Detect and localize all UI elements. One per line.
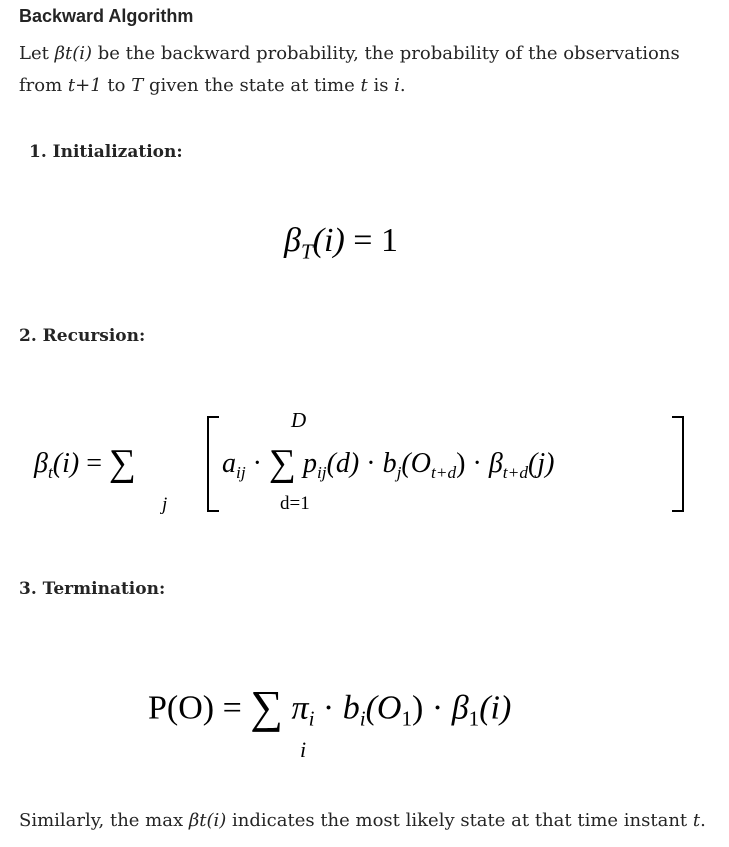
equation-termination <box>148 680 511 733</box>
eq2-beta2-arg: (j) <box>528 447 555 479</box>
eq2-lhs-arg: (i) <box>52 447 80 479</box>
eq2-lhs-beta: β <box>34 447 48 479</box>
eq3-beta-arg: (i) <box>479 689 512 727</box>
left-bracket <box>207 416 219 512</box>
eq3-O-sub: 1 <box>401 706 413 731</box>
eq3-b-arg-open: (O <box>365 689 402 727</box>
closing-t: t <box>692 810 701 831</box>
intro-beta: βt(i) <box>54 43 93 64</box>
eq2-sum-index-j: j <box>162 494 168 515</box>
closing-line <box>19 805 706 837</box>
equation-recursion-body <box>222 441 554 485</box>
eq3-pi-sub: i <box>308 706 315 731</box>
closing-beta: βt(i) <box>188 810 227 831</box>
eq3-lhs: P(O) = <box>148 689 242 727</box>
intro-text-7: . <box>399 75 406 96</box>
eq3-beta: β <box>451 689 469 727</box>
eq2-beta2-sub: t+d <box>502 463 528 483</box>
eq2-a-sub: ij <box>236 463 246 483</box>
eq2-b: b <box>382 447 397 479</box>
eq2-dot-2: · <box>366 447 376 479</box>
intro-text-5: given the state at time <box>143 75 361 96</box>
intro-text-3: from <box>19 75 68 96</box>
eq3-beta-sub: 1 <box>468 706 480 731</box>
eq3-pi: π <box>291 689 309 727</box>
intro-T: T <box>131 75 144 96</box>
intro-t-plus-1: t+1 <box>67 75 102 96</box>
closing-text-3: . <box>700 810 706 831</box>
eq2-beta2: β <box>488 447 503 479</box>
eq3-sum-i: ∑ <box>250 681 284 732</box>
eq2-b-arg-close: ) <box>456 447 466 479</box>
eq2-a: a <box>222 447 236 479</box>
eq2-p-arg: (d) <box>326 447 360 479</box>
step-termination: 3. Termination: <box>19 579 166 599</box>
intro-line-1 <box>19 38 680 70</box>
eq1-beta: β <box>284 222 301 259</box>
eq2-b-arg-open: (O <box>401 447 431 479</box>
eq1-arg: (i) <box>312 222 345 259</box>
eq2-sum-lower-d1: d=1 <box>280 493 310 514</box>
intro-text-2: be the backward probability, the probability of the observations <box>92 43 680 64</box>
eq3-b: b <box>342 689 360 727</box>
eq1-sub-T: T <box>300 239 313 264</box>
intro-text-4: to <box>101 75 132 96</box>
eq2-sum-d: ∑ <box>268 442 296 484</box>
eq3-dot-1: · <box>322 689 335 727</box>
eq2-p-sub: ij <box>316 463 327 483</box>
intro-text-1: Let <box>19 43 55 64</box>
eq2-lhs-sub: t <box>47 463 53 483</box>
eq2-dot-3: · <box>472 447 482 479</box>
eq3-b-sub: i <box>359 706 366 731</box>
intro-i: i <box>394 75 400 96</box>
right-bracket <box>672 416 684 512</box>
closing-text-2: indicates the most likely state at that time instant <box>226 810 693 831</box>
closing-text-1: Similarly, the max <box>19 810 189 831</box>
intro-text-6: is <box>367 75 395 96</box>
equation-initialization <box>284 222 398 264</box>
eq2-O-sub: t+d <box>430 463 457 483</box>
eq2-sum-upper-D: D <box>291 408 307 432</box>
eq2-equals: = <box>86 447 103 479</box>
eq3-b-arg-close: ) <box>412 689 424 727</box>
eq2-dot-1: · <box>252 447 262 479</box>
step-recursion: 2. Recursion: <box>19 326 146 346</box>
step-initialization: 1. Initialization: <box>29 142 183 162</box>
eq1-equals-one: = 1 <box>353 222 398 259</box>
eq3-dot-2: · <box>431 689 444 727</box>
eq2-sum-j: ∑ <box>109 442 136 484</box>
section-title: Backward Algorithm <box>19 6 194 26</box>
eq2-p: p <box>302 447 317 479</box>
intro-line-2 <box>19 70 406 102</box>
equation-recursion-lhs <box>34 441 136 485</box>
eq3-sum-index-i: i <box>300 737 307 762</box>
eq2-b-sub: j <box>396 463 402 483</box>
intro-t: t <box>360 75 368 96</box>
